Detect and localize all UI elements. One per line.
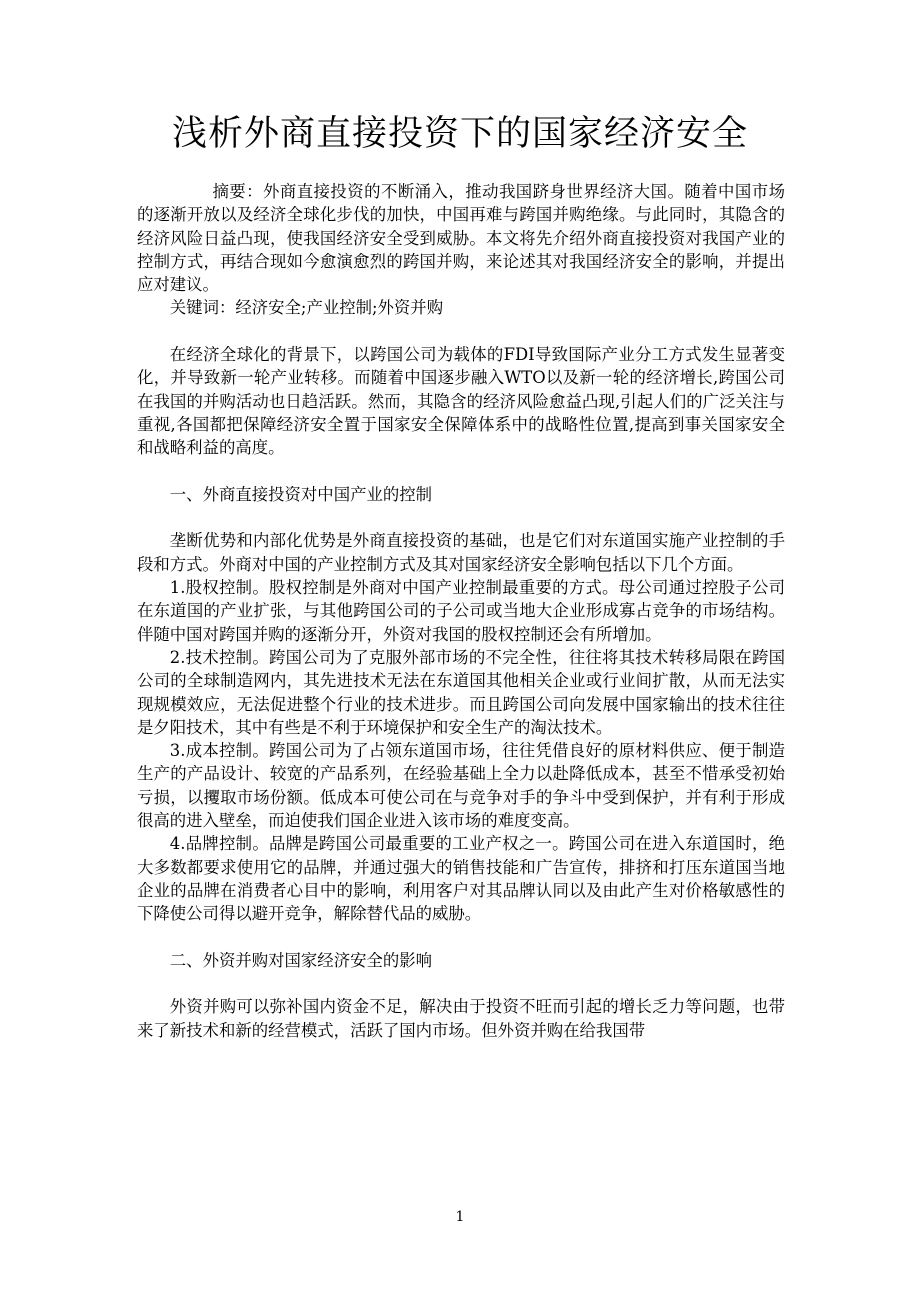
abstract-paragraph: 摘要：外商直接投资的不断涌入，推动我国跻身世界经济大国。随着中国市场的逐渐开放以及经济全球化步伐的加快，中国再难与跨国并购绝缘。与此同时，其隐含的经济风险日益凸现，使我国经济安全受到威胁。本文将先介绍外商直接投资对我国产业的控制方式，再结合现如今愈演愈烈的跨国并购，来论述其对我国经济安全的影响，并提出应对建议。 (137, 182, 785, 295)
page-number: 1 (455, 1209, 465, 1225)
section-heading-1: 一、外商直接投资对中国产业的控制 (169, 484, 433, 504)
document-body (137, 180, 785, 1042)
paragraph-gap (137, 320, 785, 343)
keywords-line: 关键词：经济安全;产业控制;外资并购 (169, 298, 444, 318)
paragraph-gap (137, 926, 785, 949)
intro-paragraph: 在经济全球化的背景下，以跨国公司为载体的FDI导致国际产业分工方式发生显著变化，并导致新一轮产业转移。而随着中国逐步融入WTO以及新一轮的经济增长,跨国公司在我国的并购活动也日趋活跃。然而，其隐含的经济风险愈益凸现,引起人们的广泛关注与重视,各国都把保障经济安全置于国家安全保障体系中的战略性位置,提高到事关国家安全和战略利益的高度。 (137, 345, 785, 458)
document-title: 浅析外商直接投资下的国家经济安全 (171, 114, 748, 154)
section-heading-2: 二、外资并购对国家经济安全的影响 (169, 950, 433, 970)
point-equity-control: 1.股权控制。股权控制是外商对中国产业控制最重要的方式。母公司通过控股子公司在东道国的产业扩张，与其他跨国公司的子公司或当地大企业形成寡占竞争的市场结构。伴随中国对跨国并购的逐渐分开，外资对我国的股权控制还会有所增加。 (137, 578, 785, 644)
section1-intro-paragraph: 垄断优势和内部化优势是外商直接投资的基础，也是它们对东道国实施产业控制的手段和方式。外商对中国的产业控制方式及其对国家经济安全影响包括以下几个方面。 (137, 531, 785, 574)
point-brand-control: 4.品牌控制。品牌是跨国公司最重要的工业产权之一。跨国公司在进入东道国时，绝大多数都要求使用它的品牌，并通过强大的销售技能和广告宣传，排挤和打压东道国当地企业的品牌在消费者心目中的影响，利用客户对其品牌认同以及由此产生对价格敏感性的下降使公司得以避开竞争，解除替代品的威胁。 (137, 834, 785, 924)
paragraph-gap (137, 972, 785, 995)
paragraph-gap (137, 506, 785, 529)
point-cost-control: 3.成本控制。跨国公司为了占领东道国市场，往往凭借良好的原材料供应、便于制造生产的产品设计、较宽的产品系列，在经验基础上全力以赴降低成本，甚至不惜承受初始亏损，以攫取市场份额。低成本可使公司在与竞争对手的争斗中受到保护，并有利于形成很高的进入壁垒，而迫使我们国企业进入该市场的难度变高。 (137, 741, 785, 831)
point-technology-control: 2.技术控制。跨国公司为了克服外部市场的不完全性，往往将其技术转移局限在跨国公司的全球制造网内，其先进技术无法在东道国其他相关企业或行业间扩散，从而无法实现规模效应，无法促进整个行业的技术进步。而且跨国公司向发展中国家输出的技术往往是夕阳技术，其中有些是不利于环境保护和安全生产的淘汰技术。 (137, 647, 785, 737)
section2-intro-paragraph: 外资并购可以弥补国内资金不足，解决由于投资不旺而引起的增长乏力等问题，也带来了新技术和新的经营模式，活跃了国内市场。但外资并购在给我国带 (137, 997, 785, 1040)
paragraph-gap (137, 460, 785, 483)
